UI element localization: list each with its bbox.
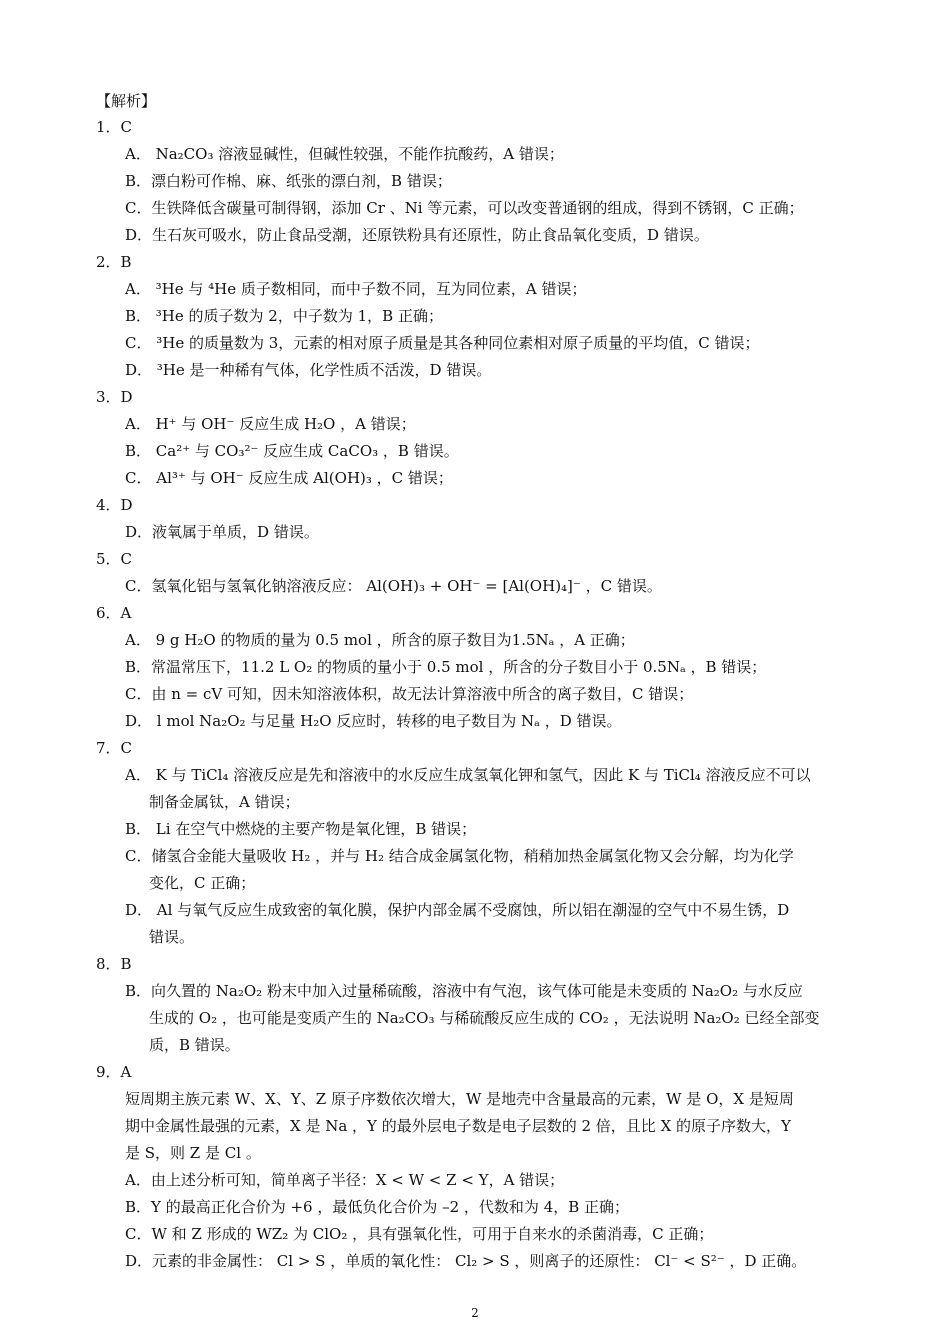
explanation-line: D． ³He 是一种稀有气体，化学性质不活泼，D 错误。 <box>125 361 492 379</box>
explanation-line: C．生铁降低含碳量可制得钢，添加 Cr 、Ni 等元素，可以改变普通钢的组成，得到不锈钢，C 正确； <box>125 199 804 217</box>
page-number: 2 <box>471 1306 479 1320</box>
explanation-line: D．元素的非金属性： Cl > S ，单质的氧化性： Cl₂ > S ，则离子的还原性： Cl⁻ < S²⁻ ，D 正确。 <box>125 1252 807 1270</box>
explanation-line: B． ³He 的质子数为 2，中子数为 1，B 正确； <box>125 307 443 325</box>
explanation-line: B．Y 的最高正化合价为 +6 ，最低负化合价为 –2 ，代数和为 4，B 正确； <box>125 1198 630 1216</box>
explanation-line: 质，B 错误。 <box>149 1036 240 1054</box>
explanation-line: C． ³He 的质量数为 3，元素的相对原子质量是其各种同位素相对原子质量的平均值，C 错误； <box>125 334 760 352</box>
explanation-line: D． l mol Na₂O₂ 与足量 H₂O 反应时，转移的电子数目为 Nₐ ，D 错误。 <box>125 712 622 730</box>
explanation-line: A．由上述分析可知，简单离子半径：X < W < Z < Y，A 错误； <box>125 1171 565 1189</box>
explanation-line: 期中金属性最强的元素，X 是 Na ，Y 的最外层电子数是电子层数的 2 倍，且比 X 的原子序数大，Y <box>125 1117 791 1135</box>
explanation-line: D．液氧属于单质，D 错误。 <box>125 523 319 541</box>
explanation-line: A． Na₂CO₃ 溶液显碱性，但碱性较强，不能作抗酸药，A 错误； <box>125 145 564 163</box>
explanation-line: B．漂白粉可作棉、麻、纸张的漂白剂，B 错误； <box>125 172 452 190</box>
explanation-line: C．W 和 Z 形成的 WZ₂ 为 ClO₂ ，具有强氧化性，可用于自来水的杀菌消毒，C 正确； <box>125 1225 714 1243</box>
explanation-line: C．储氢合金能大量吸收 H₂ ，并与 H₂ 结合成金属氢化物，稍稍加热金属氢化物又会分解，均为化学 <box>125 847 794 865</box>
question-answer-key: 9．A <box>96 1063 132 1081</box>
explanation-line: 生成的 O₂ ，也可能是变质产生的 Na₂CO₃ 与稀硫酸反应生成的 CO₂ ，无法说明 Na₂O₂ 已经全部变 <box>149 1009 820 1027</box>
explanation-line: 是 S，则 Z 是 Cl 。 <box>125 1144 261 1162</box>
explanation-line: 变化，C 正确； <box>149 874 256 892</box>
section-title: 【解析】 <box>96 92 157 110</box>
question-answer-key: 2．B <box>96 253 132 271</box>
explanation-line: B．向久置的 Na₂O₂ 粉末中加入过量稀硫酸，溶液中有气泡，该气体可能是未变质的 Na₂O₂ 与水反应 <box>125 982 803 1000</box>
explanation-line: 错误。 <box>149 928 195 946</box>
question-answer-key: 5．C <box>96 550 133 568</box>
explanation-line: A． 9 g H₂O 的物质的量为 0.5 mol ，所含的原子数目为1.5Nₐ ，A 正确； <box>125 631 635 649</box>
question-answer-key: 7．C <box>96 739 133 757</box>
explanation-line: 制备金属钛，A 错误； <box>149 793 300 811</box>
question-answer-key: 3．D <box>96 388 133 406</box>
explanation-line: C．氢氧化铝与氢氧化钠溶液反应： Al(OH)₃ + OH⁻ = [Al(OH)₄]⁻ ，C 错误。 <box>125 577 662 595</box>
explanation-line: B． Ca²⁺ 与 CO₃²⁻ 反应生成 CaCO₃ ，B 错误。 <box>125 442 459 460</box>
explanation-line: A． H⁺ 与 OH⁻ 反应生成 H₂O ，A 错误； <box>125 415 416 433</box>
question-answer-key: 1．C <box>96 118 133 136</box>
explanation-line: A． K 与 TiCl₄ 溶液反应是先和溶液中的水反应生成氢氧化钾和氢气，因此 K 与 TiCl₄ 溶液反应不可以 <box>125 766 811 784</box>
question-answer-key: 6．A <box>96 604 132 622</box>
explanation-line: C．由 n = cV 可知，因未知溶液体积，故无法计算溶液中所含的离子数目，C 错误； <box>125 685 694 703</box>
question-answer-key: 8．B <box>96 955 132 973</box>
explanation-line: B． Li 在空气中燃烧的主要产物是氧化锂，B 错误； <box>125 820 477 838</box>
explanation-line: 短周期主族元素 W、X、Y、Z 原子序数依次增大，W 是地壳中含量最高的元素，W 是 O，X 是短周 <box>125 1090 794 1108</box>
explanation-line: D．生石灰可吸水，防止食品受潮，还原铁粉具有还原性，防止食品氧化变质，D 错误。 <box>125 226 709 244</box>
explanation-line: B．常温常压下，11.2 L O₂ 的物质的量小于 0.5 mol ，所含的分子数目小于 0.5Nₐ ，B 错误； <box>125 658 767 676</box>
question-answer-key: 4．D <box>96 496 133 514</box>
explanation-line: D． Al 与氧气反应生成致密的氧化膜，保护内部金属不受腐蚀，所以铝在潮湿的空气中不易生锈，D <box>125 901 790 919</box>
explanation-line: C． Al³⁺ 与 OH⁻ 反应生成 Al(OH)₃ ，C 错误； <box>125 469 453 487</box>
explanation-line: A． ³He 与 ⁴He 质子数相同，而中子数不同，互为同位素，A 错误； <box>125 280 587 298</box>
